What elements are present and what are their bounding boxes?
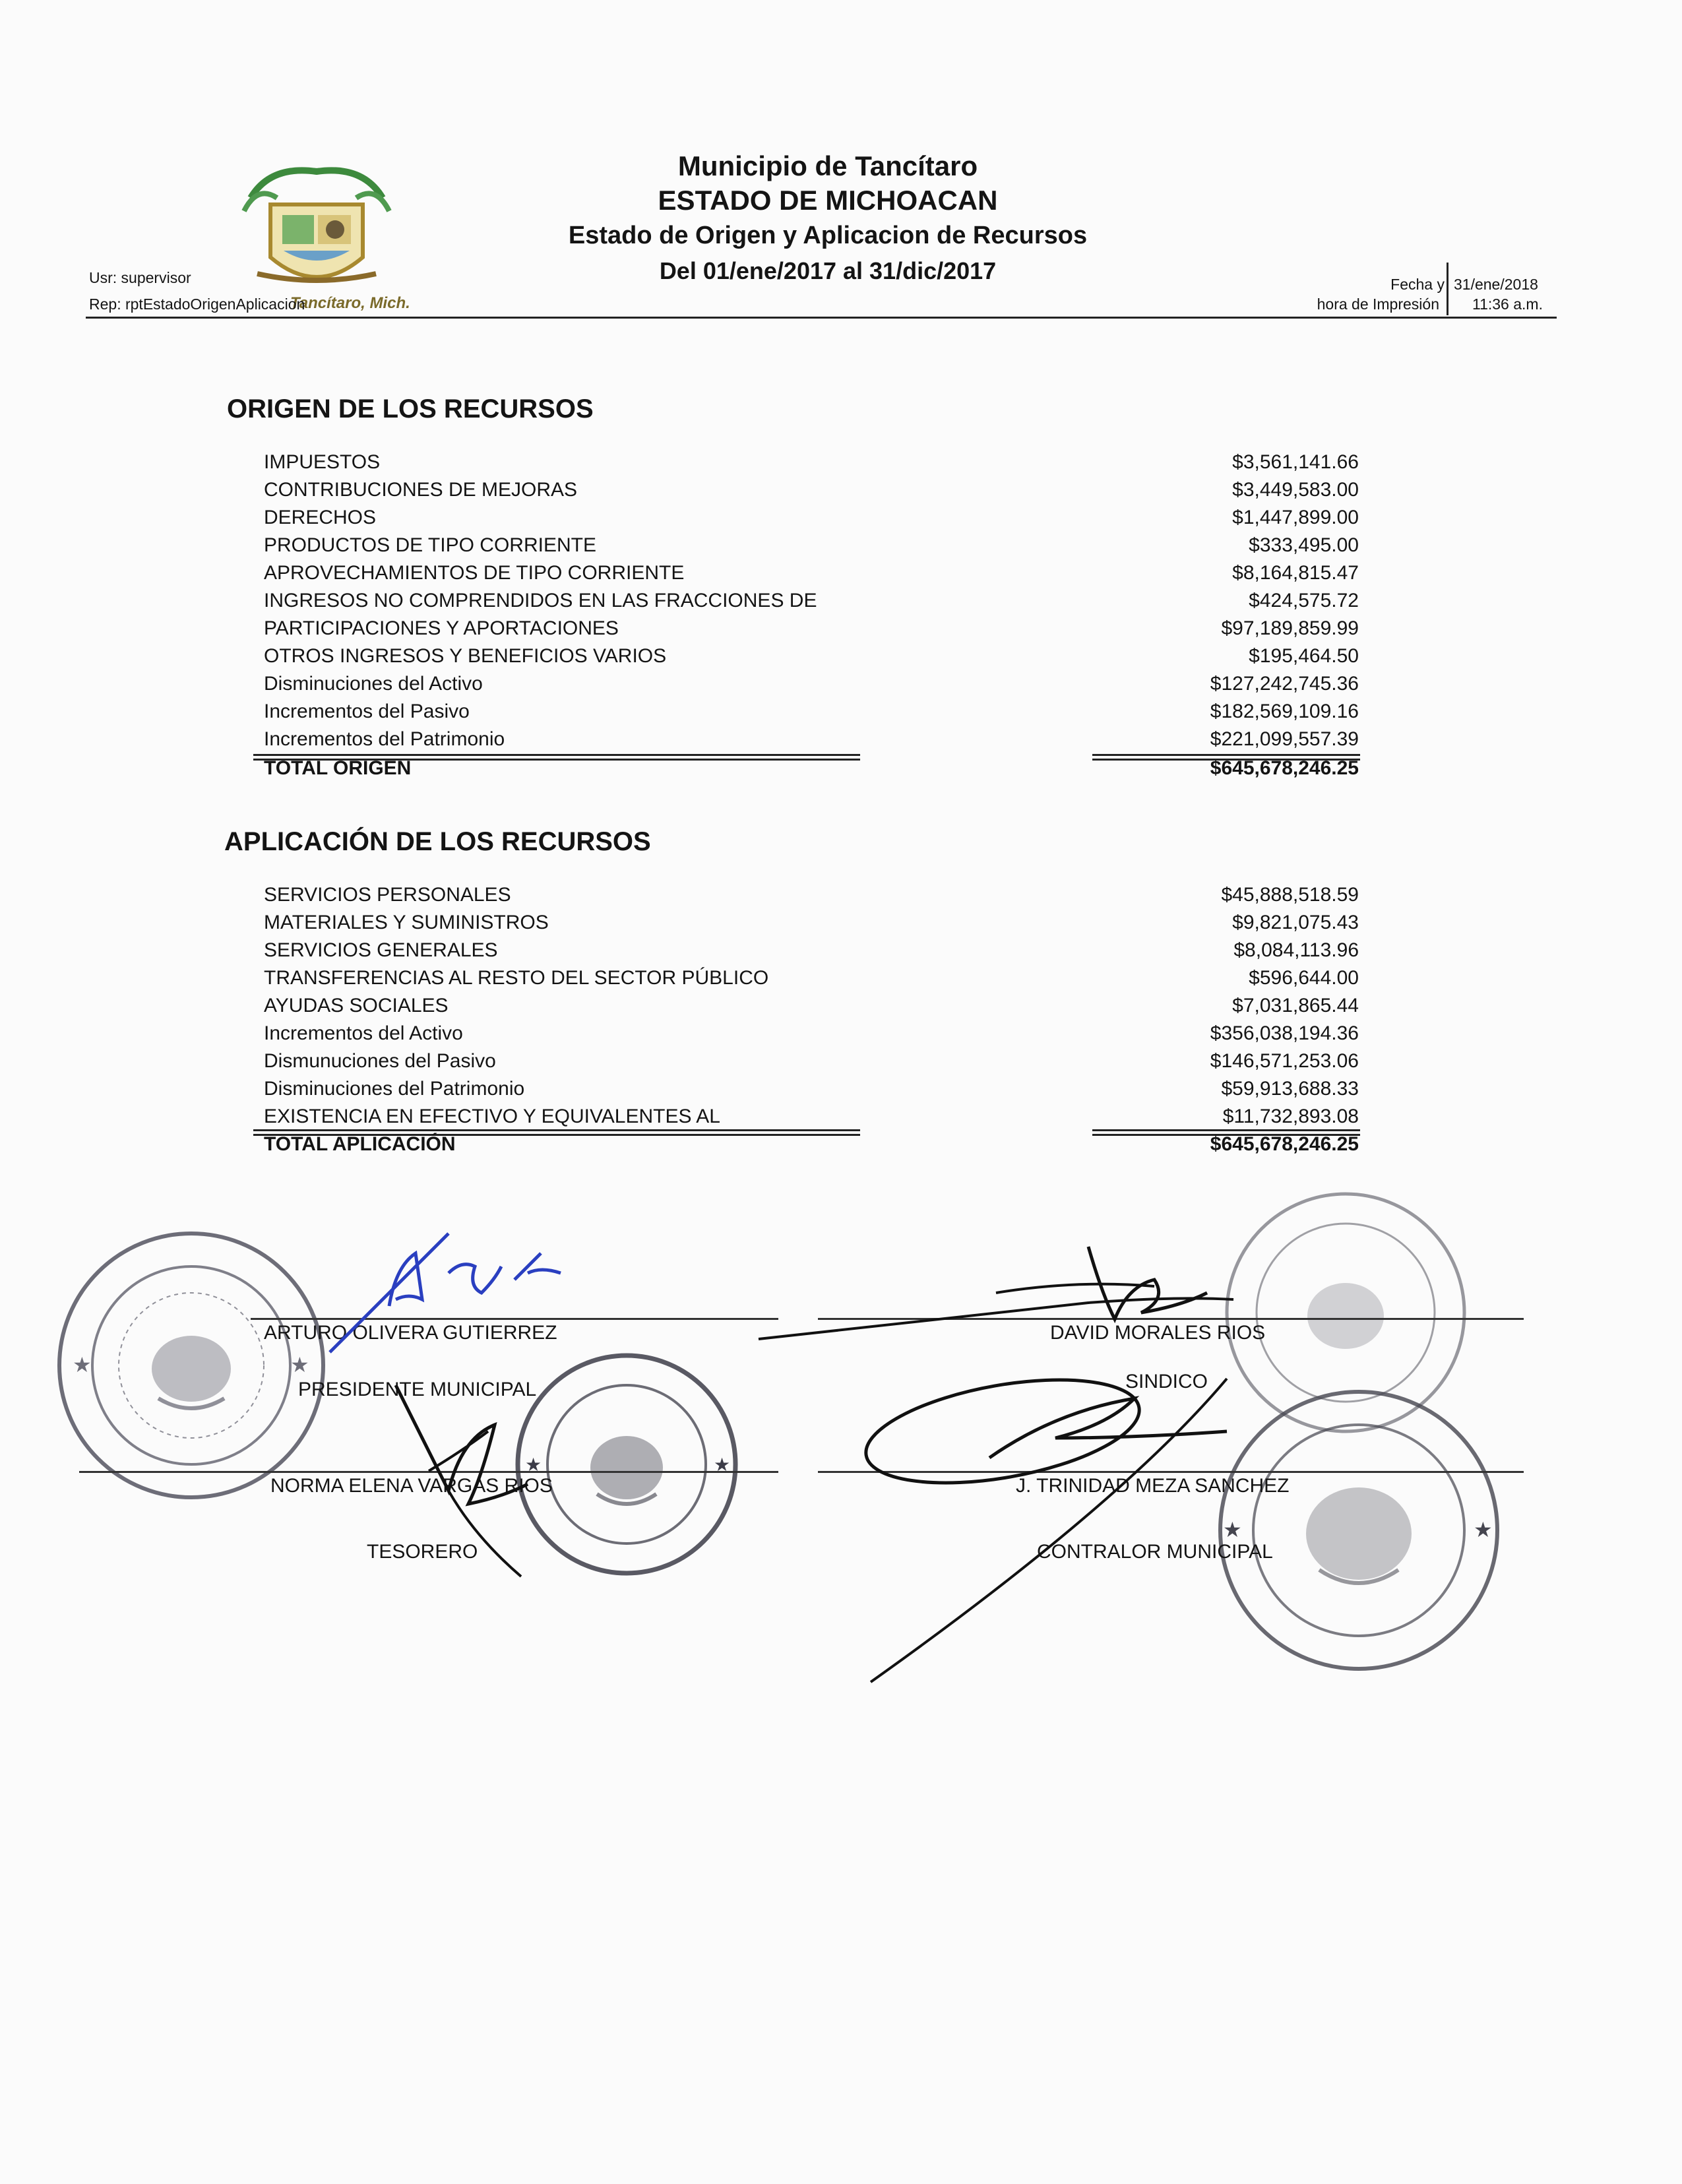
contralor-title: CONTRALOR MUNICIPAL [1037,1541,1273,1563]
origen-row: PRODUCTOS DE TIPO CORRIENTE $333,495.00 [264,534,1359,556]
aplicacion-row: TRANSFERENCIAS AL RESTO DEL SECTOR PÚBLICO $596,644.00 [264,967,1359,989]
sindico-signature [745,1240,1247,1352]
print-divider [1447,263,1448,315]
president-name: ARTURO OLIVERA GUTIERREZ [264,1322,557,1344]
origen-row: Incrementos del Pasivo $182,569,109.16 [264,701,1359,722]
logo-caption: Tancítaro, Mich. [290,294,410,312]
aplicacion-total-row [264,1133,1359,1161]
origen-row: INGRESOS NO COMPRENDIDOS EN LAS FRACCIONES DE $424,575.72 [264,590,1359,611]
svg-text:★: ★ [73,1353,92,1377]
aplicacion-row: SERVICIOS GENERALES $8,084,113.96 [264,939,1359,961]
president-title: PRESIDENTE MUNICIPAL [298,1379,537,1400]
origen-total-label: TOTAL ORIGEN [264,757,412,779]
aplicacion-row: AYUDAS SOCIALES $7,031,865.44 [264,995,1359,1016]
aplicacion-heading: APLICACIÓN DE LOS RECURSOS [224,827,651,856]
report-title: Estado de Origen y Aplicacion de Recursos [568,222,1088,249]
origen-row: IMPUESTOS $3,561,141.66 [264,451,1359,473]
aplicacion-row: Dismunuciones del Pasivo $146,571,253.06 [264,1050,1359,1072]
contralor-signature [857,1372,1332,1689]
aplicacion-total-amount: $645,678,246.25 [1210,1133,1359,1155]
print-time: 11:36 a.m. [1472,296,1543,313]
report-period: Del 01/ene/2017 al 31/dic/2017 [659,257,997,284]
state-title: ESTADO DE MICHOACAN [658,185,998,216]
user-label: Usr: supervisor [89,269,191,286]
origen-row: Incrementos del Patrimonio $221,099,557.39 [264,728,1359,750]
header-rule [86,317,1557,319]
aplicacion-total-label: TOTAL APLICACIÓN [264,1133,456,1155]
tesorero-title: TESORERO [367,1541,478,1563]
president-signature [317,1227,594,1359]
origen-total-row [264,757,1359,785]
print-date: 31/ene/2018 [1454,276,1538,293]
aplicacion-row: Incrementos del Activo $356,038,194.36 [264,1022,1359,1044]
report-id: Rep: rptEstadoOrigenAplicacion [89,296,305,313]
tesorero-signature [369,1372,567,1583]
print-label-1: Fecha y [1390,276,1445,293]
svg-text:★: ★ [1223,1518,1242,1542]
aplicacion-row: MATERIALES Y SUMINISTROS $9,821,075.43 [264,912,1359,933]
presidencia-stamp [46,1220,336,1511]
origen-row: CONTRIBUCIONES DE MEJORAS $3,449,583.00 [264,479,1359,501]
svg-text:★: ★ [1474,1518,1493,1542]
origen-row: APROVECHAMIENTOS DE TIPO CORRIENTE $8,164,815.47 [264,562,1359,584]
aplicacion-row: EXISTENCIA EN EFECTIVO Y EQUIVALENTES AL $11,732,893.08 [264,1106,1359,1127]
sindico-title: SINDICO [1125,1371,1208,1392]
sindico-name: DAVID MORALES RIOS [1050,1322,1266,1344]
origen-row: DERECHOS $1,447,899.00 [264,507,1359,528]
svg-text:★: ★ [525,1454,542,1475]
origen-row: OTROS INGRESOS Y BENEFICIOS VARIOS $195,464.50 [264,645,1359,667]
aplicacion-row: SERVICIOS PERSONALES $45,888,518.59 [264,884,1359,906]
origen-row: PARTICIPACIONES Y APORTACIONES $97,189,859.99 [264,617,1359,639]
municipality-title: Municipio de Tancítaro [677,150,978,181]
origen-row: Disminuciones del Activo $127,242,745.36 [264,673,1359,695]
svg-text:★: ★ [714,1454,731,1475]
contralor-name: J. TRINIDAD MEZA SANCHEZ [1016,1475,1290,1497]
svg-text:★: ★ [290,1353,309,1377]
origen-heading: ORIGEN DE LOS RECURSOS [227,394,594,423]
tesorero-name: NORMA ELENA VARGAS RIOS [270,1475,553,1497]
origen-total-amount: $645,678,246.25 [1210,757,1359,779]
aplicacion-row: Disminuciones del Patrimonio $59,913,688.33 [264,1078,1359,1100]
print-label-2: hora de Impresión [1317,296,1439,313]
